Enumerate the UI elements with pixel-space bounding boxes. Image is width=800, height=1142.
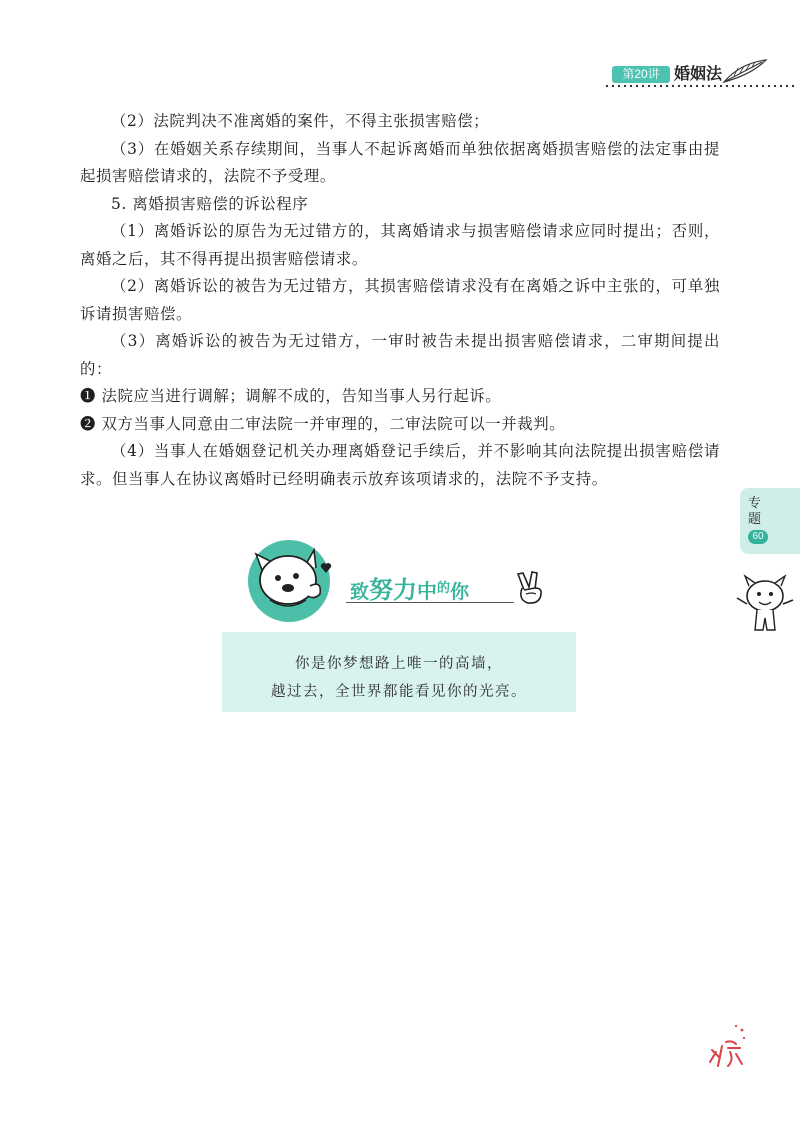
topic-number: 60 [748, 530, 768, 544]
paragraph: （3）离婚诉讼的被告为无过错方，一审时被告未提出损害赔偿请求，二审期间提出的： [80, 332, 720, 378]
quote-line: 你是你梦想路上唯一的高墙， [295, 656, 503, 672]
paragraph: （1）离婚诉讼的原告为无过错方的，其离婚请求与损害赔偿请求应同时提出；否则，离婚之后，其不得再提出损害赔偿请求。 [80, 222, 720, 268]
paragraph: （2）离婚诉讼的被告为无过错方，其损害赔偿请求没有在离婚之诉中主张的，可单独诉请损害赔偿。 [80, 277, 720, 323]
title-char: 努力 [369, 576, 418, 604]
paragraph: （3）在婚姻关系存续期间，当事人不起诉离婚而单独依据离婚损害赔偿的法定事由提起损害赔偿请求的，法院不予受理。 [80, 139, 720, 185]
paragraph: （4）当事人在婚姻登记机关办理离婚登记手续后，并不影响其向法院提出损害赔偿请求。但当事人在协议离婚时已经明确表示放弃该项请求的，法院不予支持。 [80, 442, 720, 488]
mascot-icon [735, 574, 795, 636]
quote-line: 越过去，全世界都能看见你的光亮。 [271, 684, 527, 700]
heart-icon [320, 562, 332, 574]
motivation-quote-box [222, 632, 576, 712]
topic-label: 专题 [748, 496, 762, 527]
list-item: ❶ 法院应当进行调解；调解不成的，告知当事人另行起诉。 [80, 387, 502, 405]
waving-mascot-icon [248, 540, 330, 622]
lecture-tag: 第20讲 [612, 66, 670, 83]
paragraph: （2）法院判决不准离婚的案件，不得主张损害赔偿； [111, 112, 490, 130]
list-item: ❷ 双方当事人同意由二审法院一并审理的，二审法院可以一并裁判。 [80, 414, 566, 433]
title-char: 你 [450, 581, 470, 603]
seal-stamp-icon [702, 1022, 748, 1072]
motivation-header [248, 540, 568, 630]
title-underline [346, 602, 514, 603]
title-char: 的 [437, 581, 451, 596]
header-dotted-rule [604, 84, 794, 88]
chapter-title: 婚姻法 [674, 64, 723, 83]
mascot-badge [248, 540, 330, 622]
title-char: 致 [350, 581, 370, 603]
motivation-title [350, 570, 469, 605]
section-heading: 5. 离婚损害赔偿的诉讼程序 [111, 194, 309, 213]
body-text [80, 108, 720, 493]
victory-hand-icon [514, 570, 548, 606]
feather-icon [722, 58, 768, 84]
page-header [604, 64, 764, 88]
topic-side-tab [740, 488, 800, 554]
title-char: 中 [417, 579, 438, 603]
